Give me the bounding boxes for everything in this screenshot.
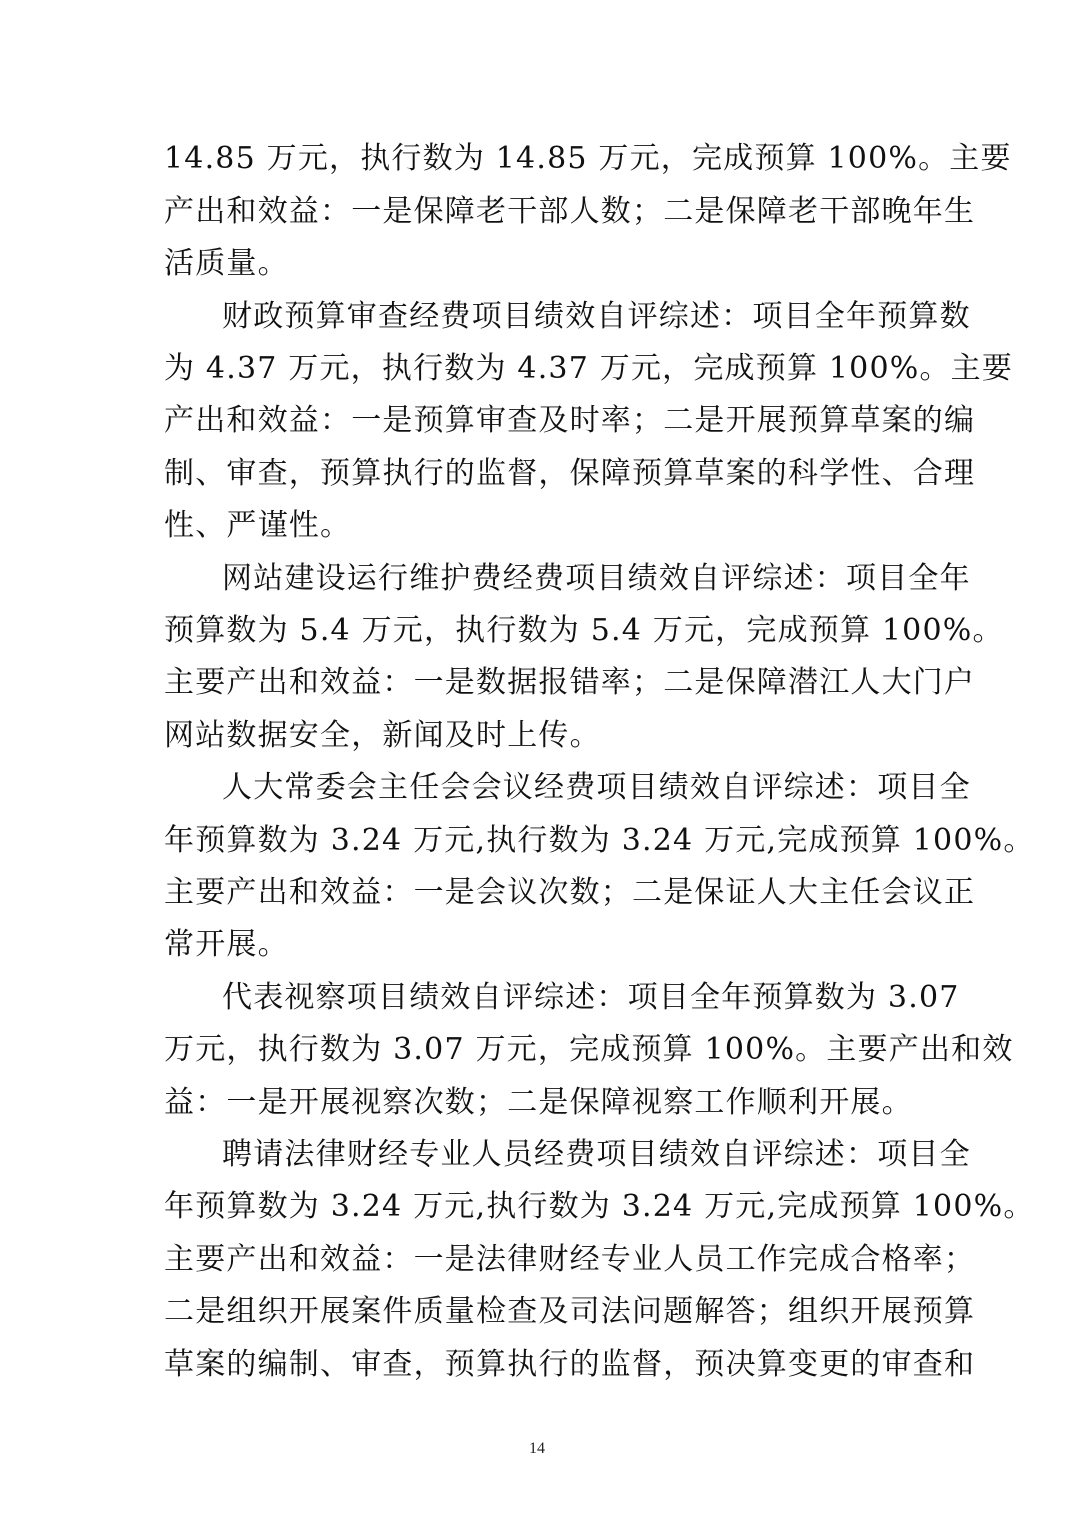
text-line: 主要产出和效益：一是数据报错率；二是保障潜江人大门户 [164, 665, 976, 700]
paragraph-first-line: 聘请法律财经专业人员经费项目绩效自评综述：项目全 [222, 1137, 971, 1172]
page-number: 14 [529, 1440, 545, 1457]
text-line: 为 4.37 万元，执行数为 4.37 万元，完成预算 100%。主要 [164, 351, 1014, 386]
paragraph-first-line: 人大常委会主任会会议经费项目绩效自评综述：项目全 [222, 770, 971, 805]
text-line: 益：一是开展视察次数；二是保障视察工作顺利开展。 [164, 1085, 913, 1120]
text-line: 主要产出和效益：一是会议次数；二是保证人大主任会议正 [164, 875, 976, 910]
paragraph-first-line: 网站建设运行维护费经费项目绩效自评综述：项目全年 [222, 561, 971, 596]
text-line: 性、严谨性。 [164, 508, 352, 543]
text-line: 活质量。 [164, 246, 289, 281]
text-line: 14.85 万元，执行数为 14.85 万元，完成预算 100%。主要 [164, 141, 1012, 176]
text-line: 二是组织开展案件质量检查及司法问题解答；组织开展预算 [164, 1294, 976, 1329]
text-line: 年预算数为 3.24 万元,执行数为 3.24 万元,完成预算 100%。 [164, 823, 1035, 858]
text-line: 制、审查，预算执行的监督，保障预算草案的科学性、合理 [164, 456, 976, 491]
text-line: 年预算数为 3.24 万元,执行数为 3.24 万元,完成预算 100%。 [164, 1189, 1035, 1224]
paragraph-first-line: 财政预算审查经费项目绩效自评综述：项目全年预算数 [222, 299, 971, 334]
text-line: 草案的编制、审查，预算执行的监督，预决算变更的审查和 [164, 1347, 976, 1382]
text-line: 万元，执行数为 3.07 万元，完成预算 100%。主要产出和效 [164, 1032, 1014, 1067]
text-line: 预算数为 5.4 万元，执行数为 5.4 万元，完成预算 100%。 [164, 613, 1004, 648]
text-line: 主要产出和效益：一是法律财经专业人员工作完成合格率； [164, 1242, 976, 1277]
paragraph-first-line: 代表视察项目绩效自评综述：项目全年预算数为 3.07 [222, 980, 960, 1015]
text-line: 网站数据安全，新闻及时上传。 [164, 718, 601, 753]
text-line: 常开展。 [164, 927, 289, 962]
text-line: 产出和效益：一是预算审查及时率；二是开展预算草案的编 [164, 403, 976, 438]
text-line: 产出和效益：一是保障老干部人数；二是保障老干部晚年生 [164, 194, 976, 229]
